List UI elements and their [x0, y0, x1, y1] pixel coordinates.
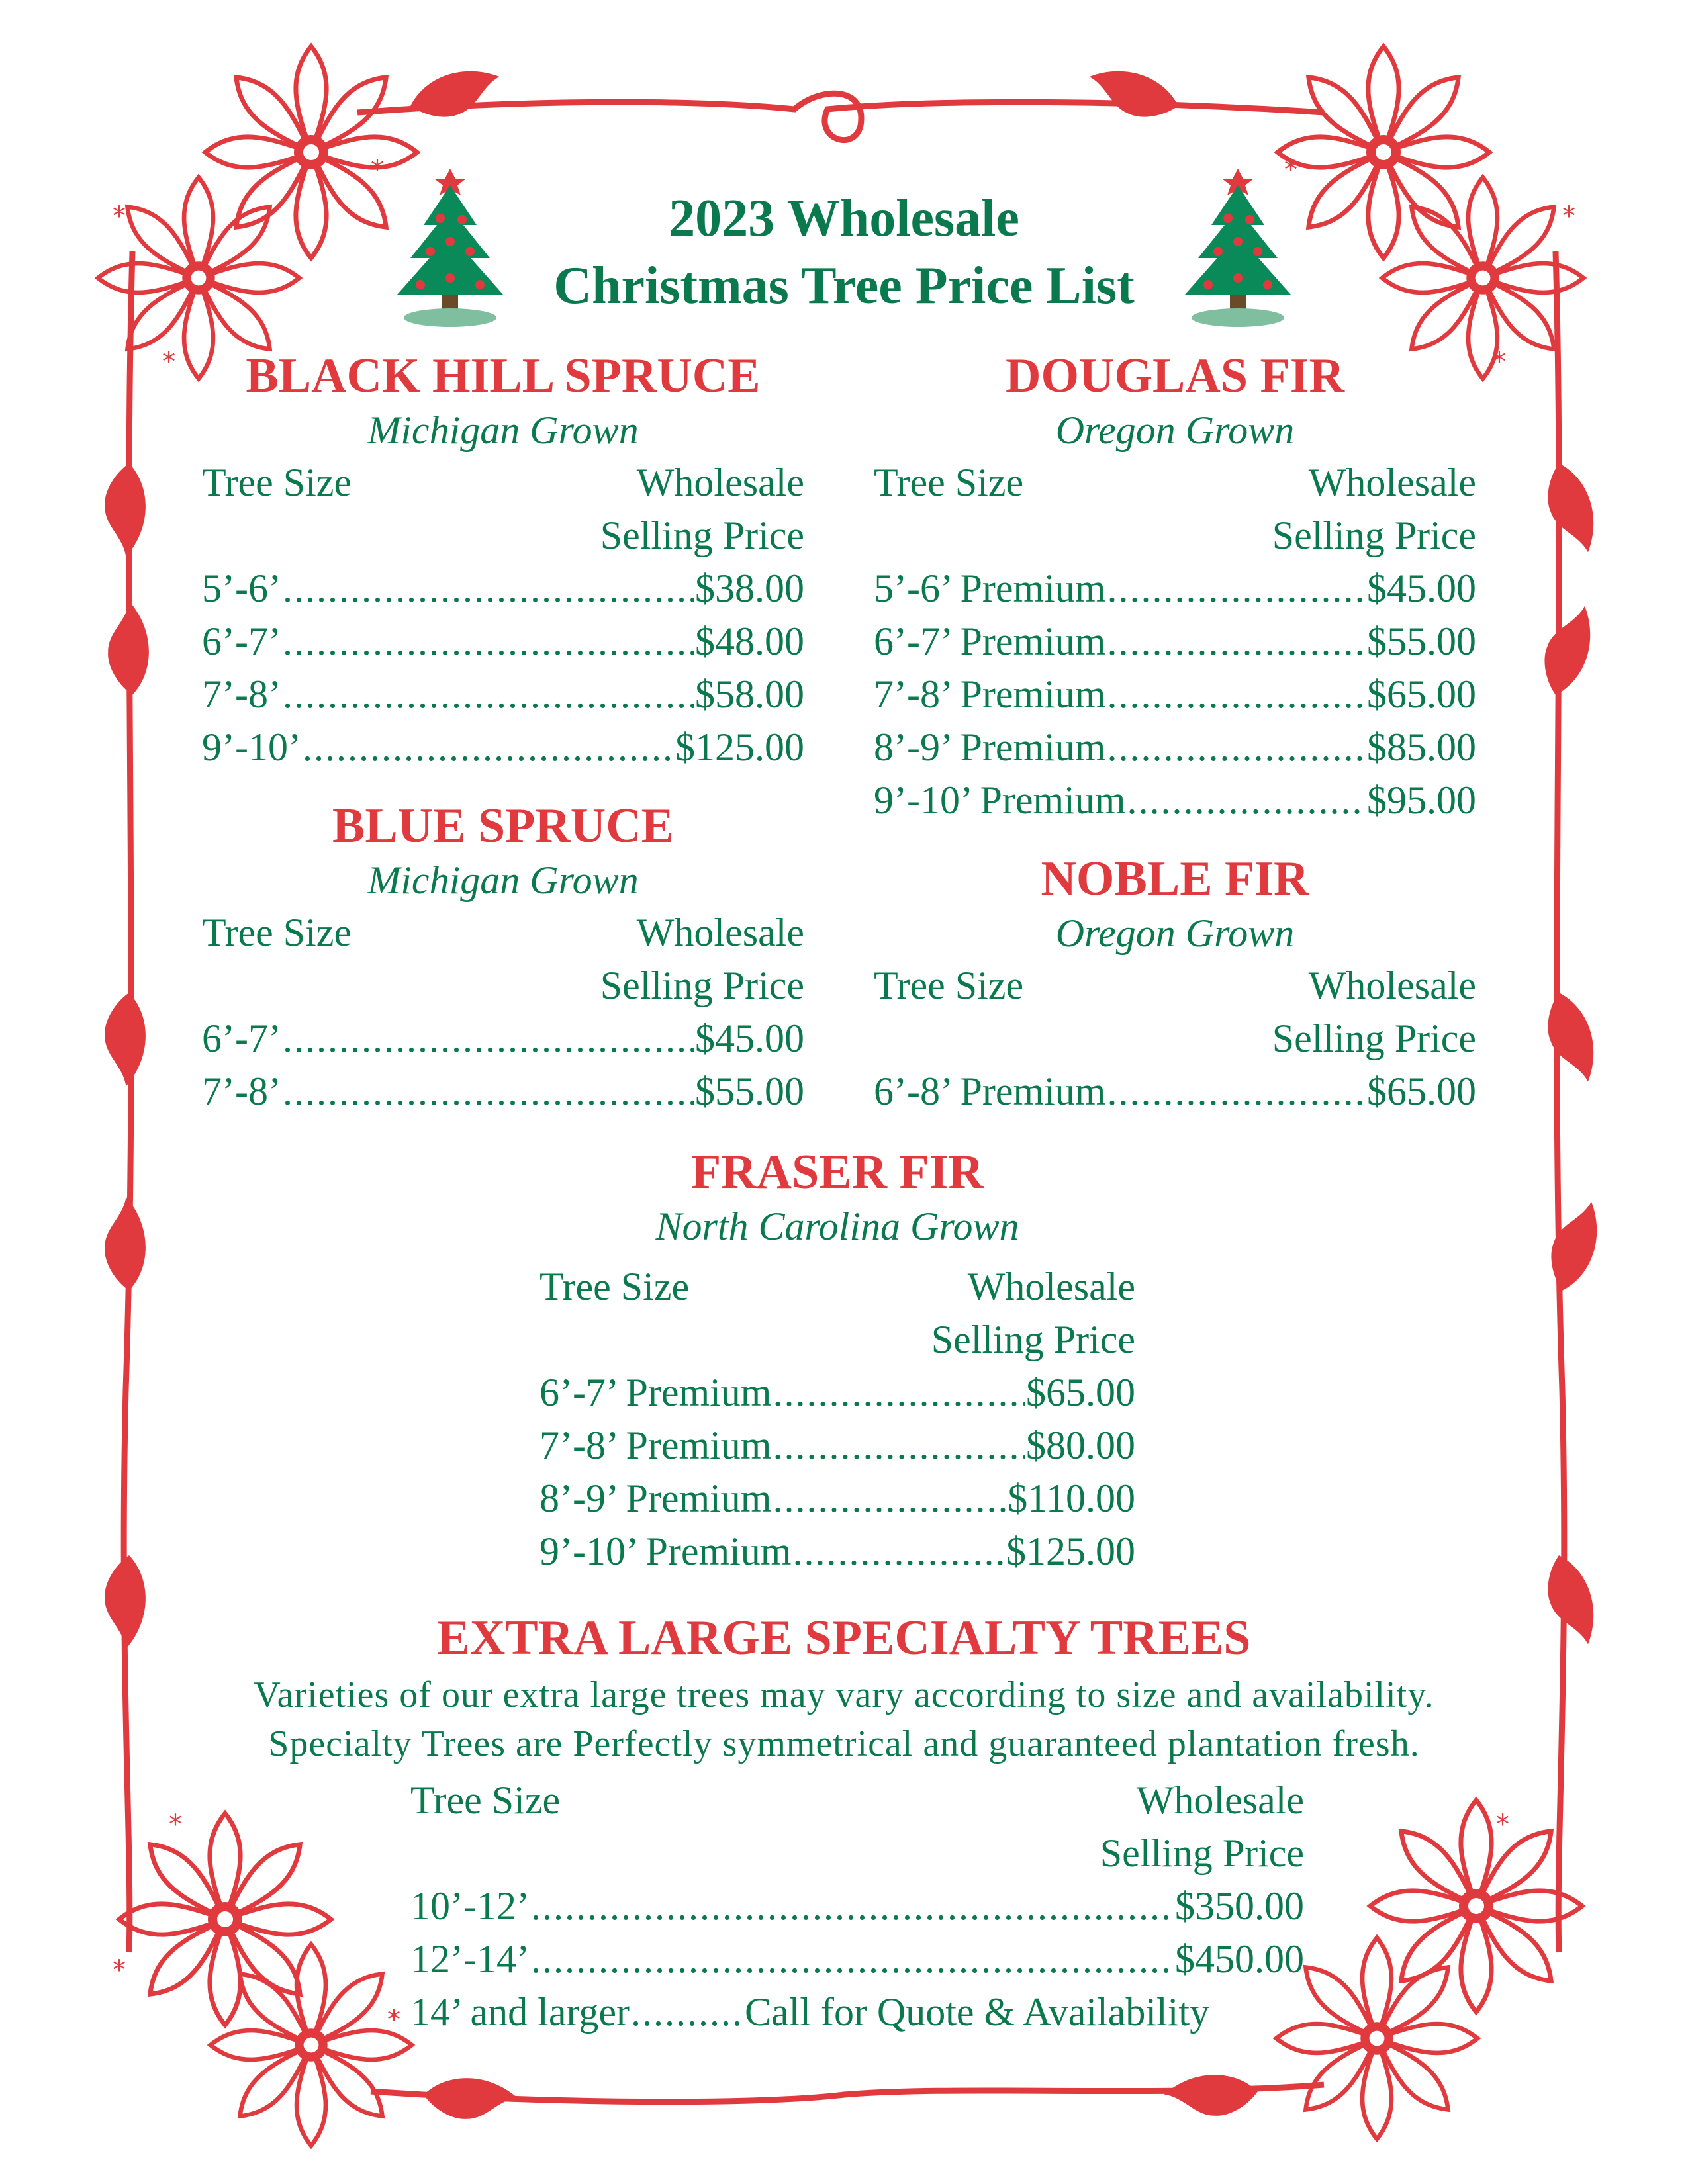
- col-size-label: Tree Size: [202, 461, 352, 504]
- tree-size: 14’ and larger: [410, 1990, 630, 2034]
- tree-price: $38.00: [695, 567, 804, 610]
- tree-size: 6’-8’ Premium: [874, 1069, 1106, 1113]
- col-price-label: Wholesale: [1308, 461, 1476, 504]
- column-header: [202, 906, 804, 959]
- col-size-label: Tree Size: [539, 1265, 690, 1308]
- section-title: DOUGLAS FIR: [1006, 349, 1344, 403]
- col-price-label: Wholesale: [636, 461, 804, 504]
- col-price-label-2: Selling Price: [600, 964, 804, 1007]
- tree-price: $95.00: [1367, 778, 1476, 822]
- price-row: [874, 774, 1476, 827]
- col-size-label: Tree Size: [202, 911, 352, 954]
- price-row: [202, 1065, 804, 1118]
- svg-text:*: *: [113, 201, 126, 232]
- price-row: [202, 668, 804, 721]
- col-price-label-2: Selling Price: [931, 1318, 1135, 1361]
- col-size-label: Tree Size: [874, 461, 1024, 504]
- tree-size: 7’-8’: [202, 1069, 281, 1113]
- col-size-label: Tree Size: [874, 964, 1024, 1007]
- tree-price: $55.00: [695, 1069, 804, 1113]
- tree-size: 5’-6’: [202, 567, 281, 610]
- col-size-label: Tree Size: [410, 1778, 561, 1822]
- tree-price: $65.00: [1367, 672, 1476, 716]
- tree-price: $110.00: [1008, 1477, 1135, 1520]
- title-line-2: Christmas Tree Price List: [553, 257, 1135, 315]
- tree-size: 6’-7’ Premium: [539, 1371, 772, 1414]
- tree-size: 9’-10’: [202, 725, 301, 769]
- tree-size: 6’-7’ Premium: [874, 619, 1106, 663]
- tree-price: $85.00: [1367, 725, 1476, 769]
- tree-price: $45.00: [695, 1017, 804, 1060]
- tree-size: 10’-12’: [410, 1884, 530, 1928]
- price-row: [874, 668, 1476, 721]
- section-title: FRASER FIR: [691, 1145, 984, 1199]
- svg-text:*: *: [371, 155, 384, 185]
- col-price-label-2: Selling Price: [1100, 1831, 1304, 1875]
- price-row: [539, 1525, 1135, 1578]
- svg-text:*: *: [113, 1955, 126, 1985]
- section-title: BLUE SPRUCE: [332, 799, 675, 853]
- section-black-hill-spruce: [202, 347, 804, 774]
- tree-price: $80.00: [1026, 1424, 1135, 1467]
- section-douglas-fir: [874, 347, 1476, 827]
- tree-size: 9’-10’ Premium: [874, 778, 1126, 822]
- price-row: [539, 1366, 1135, 1419]
- tree-price: $125.00: [675, 725, 804, 769]
- section-origin: Michigan Grown: [367, 408, 639, 452]
- section-title: BLACK HILL SPRUCE: [246, 349, 761, 403]
- tree-size: 7’-8’ Premium: [539, 1424, 772, 1467]
- tree-size: 7’-8’: [202, 672, 281, 716]
- tree-size: 7’-8’ Premium: [874, 672, 1106, 716]
- extra-note-1: Varieties of our extra large trees may vary according to size and availability.: [254, 1674, 1434, 1715]
- price-row: [874, 562, 1476, 615]
- col-price-label-2: Selling Price: [1272, 514, 1476, 557]
- price-row: [202, 721, 804, 774]
- svg-text:*: *: [387, 2005, 400, 2035]
- price-row: [202, 615, 804, 668]
- column-header: [539, 1260, 1135, 1313]
- col-price-label: Wholesale: [636, 911, 804, 954]
- tree-size: 6’-7’: [202, 619, 281, 663]
- tree-price: Call for Quote & Availability: [744, 1990, 1210, 2034]
- tree-size: 5’-6’ Premium: [874, 567, 1106, 610]
- col-price-label: Wholesale: [1136, 1778, 1304, 1822]
- tree-price: $55.00: [1367, 619, 1476, 663]
- column-header: [874, 456, 1476, 509]
- tree-price: $48.00: [695, 619, 804, 663]
- tree-price: $350.00: [1175, 1884, 1304, 1928]
- section-title-extra-large: EXTRA LARGE SPECIALTY TREES: [437, 1611, 1251, 1665]
- title-line-1: 2023 Wholesale: [669, 189, 1019, 248]
- extra-note-2: Specialty Trees are Perfectly symmetrical and guaranteed plantation fresh.: [268, 1723, 1420, 1764]
- price-row: [874, 1065, 1476, 1118]
- tree-price: $450.00: [1175, 1937, 1304, 1981]
- col-price-label-2: Selling Price: [1272, 1017, 1476, 1060]
- svg-text:*: *: [169, 1809, 182, 1840]
- section-noble-fir: [874, 850, 1476, 1118]
- section-extra-large: [410, 1774, 1304, 2038]
- tree-size: 12’-14’: [410, 1937, 530, 1981]
- col-price-label: Wholesale: [1308, 964, 1476, 1007]
- section-origin: Oregon Grown: [1055, 408, 1295, 452]
- price-row: [202, 562, 804, 615]
- section-blue-spruce: [202, 797, 804, 1118]
- tree-size: 6’-7’: [202, 1017, 281, 1060]
- price-row: [202, 1012, 804, 1065]
- price-row: [410, 1933, 1304, 1985]
- tree-price: $58.00: [695, 672, 804, 716]
- svg-text:*: *: [1284, 155, 1297, 185]
- section-origin: Oregon Grown: [1055, 911, 1295, 955]
- svg-text:*: *: [1562, 201, 1575, 232]
- price-row: [874, 615, 1476, 668]
- svg-text:*: *: [162, 347, 175, 377]
- column-header: [202, 456, 804, 509]
- tree-size: 8’-9’ Premium: [874, 725, 1106, 769]
- column-header: [410, 1774, 1304, 1827]
- column-header: [874, 959, 1476, 1012]
- tree-price: $45.00: [1367, 567, 1476, 610]
- svg-text:*: *: [1496, 1809, 1509, 1840]
- tree-price: $125.00: [1006, 1529, 1135, 1573]
- price-row: [874, 721, 1476, 774]
- price-row: [539, 1472, 1135, 1525]
- section-fraser-fir: [539, 1144, 1135, 1578]
- tree-size: 8’-9’ Premium: [539, 1477, 772, 1520]
- tree-size: 9’-10’ Premium: [539, 1529, 792, 1573]
- section-title: NOBLE FIR: [1041, 852, 1309, 906]
- price-row: [410, 1985, 1304, 2038]
- svg-text:*: *: [1493, 347, 1506, 377]
- section-origin: Michigan Grown: [367, 858, 639, 902]
- section-origin: North Carolina Grown: [655, 1205, 1019, 1248]
- col-price-label: Wholesale: [967, 1265, 1135, 1308]
- tree-price: $65.00: [1367, 1069, 1476, 1113]
- col-price-label-2: Selling Price: [600, 514, 804, 557]
- tree-price: $65.00: [1026, 1371, 1135, 1414]
- price-row: [539, 1419, 1135, 1472]
- price-row: [410, 1880, 1304, 1933]
